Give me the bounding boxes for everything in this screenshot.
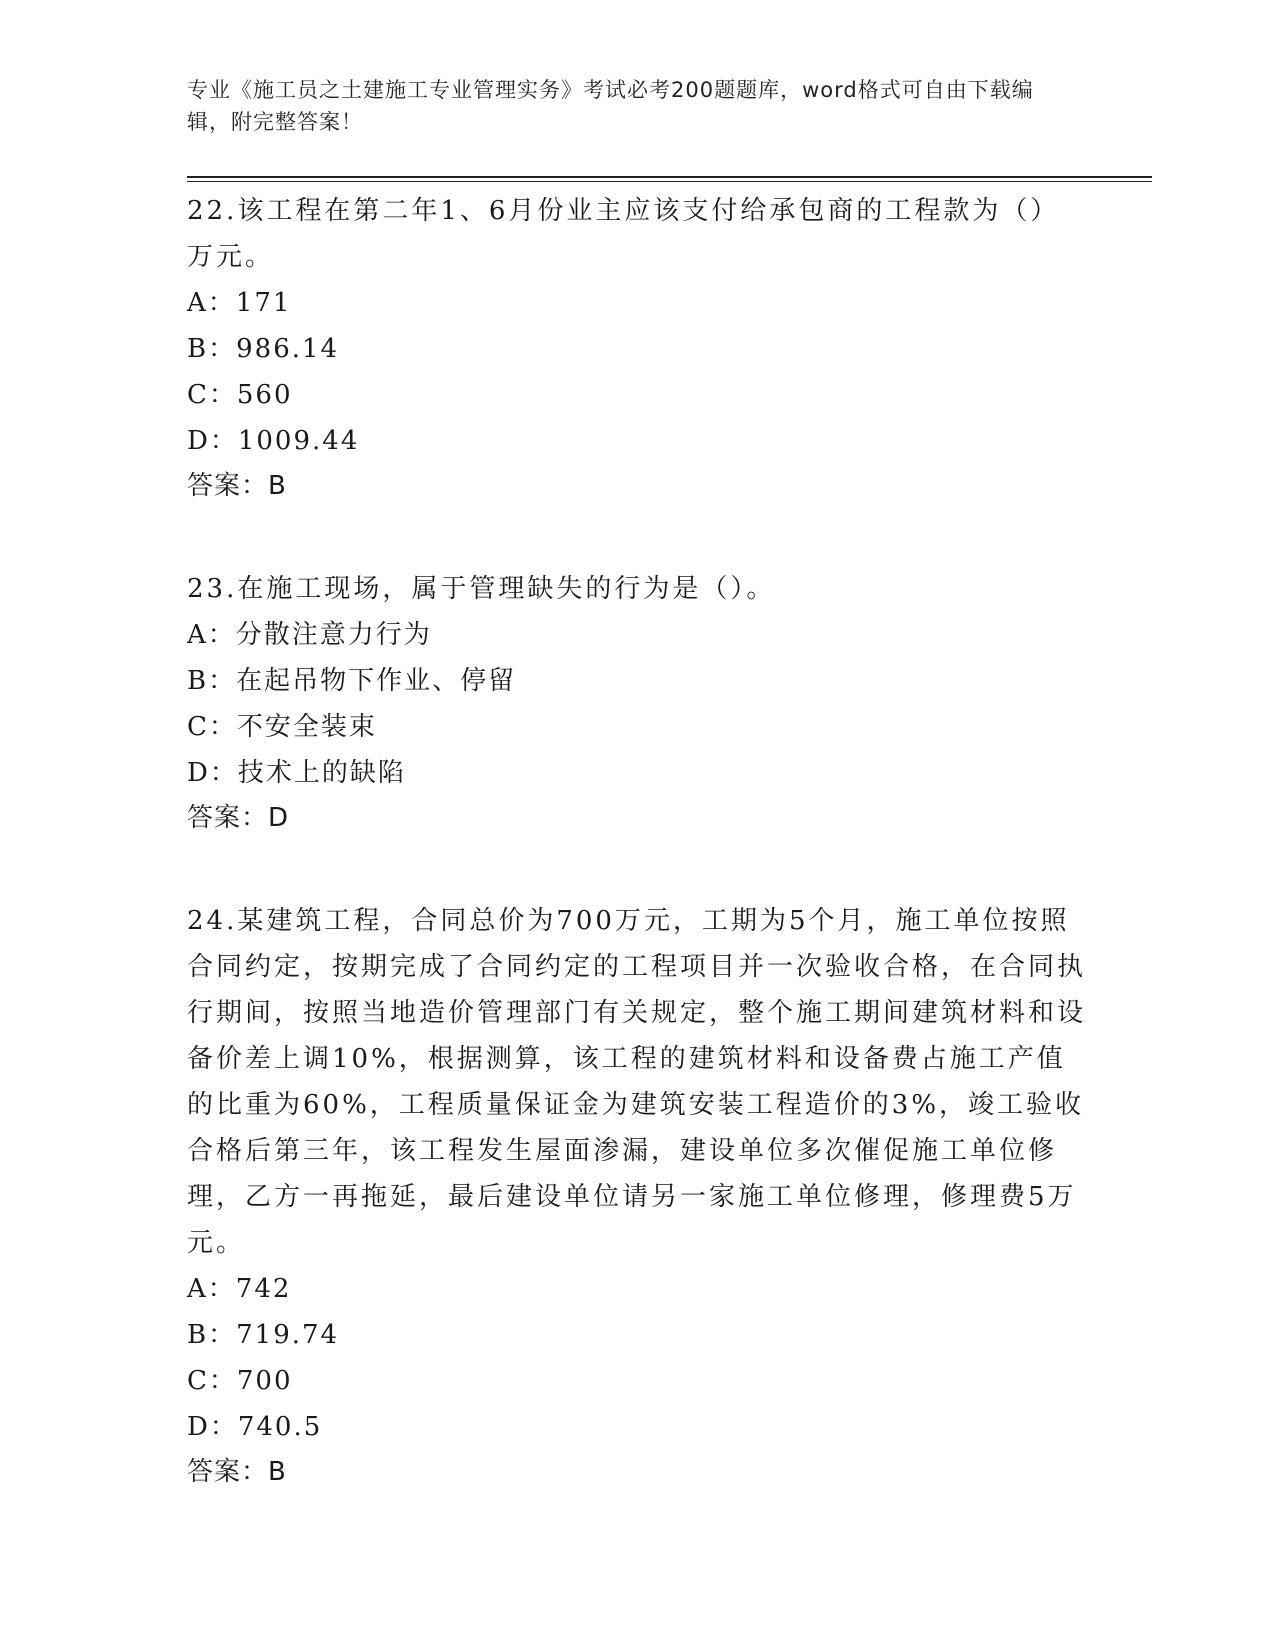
- option-a: A：分散注意力行为: [187, 620, 432, 650]
- answer-label: 答案：B: [187, 1457, 287, 1487]
- option-b: B：986.14: [187, 334, 340, 364]
- question-23: [187, 566, 1087, 840]
- option-a: A：742: [187, 1274, 292, 1304]
- question-list: [187, 188, 1087, 1494]
- question-24: [187, 898, 1087, 1494]
- question-22: [187, 188, 1087, 508]
- question-spacer: [187, 508, 1087, 566]
- option-b: B：719.74: [187, 1320, 340, 1350]
- question-spacer: [187, 840, 1087, 898]
- option-d: D：1009.44: [187, 426, 360, 456]
- header-divider: [187, 176, 1152, 178]
- option-a: A：171: [187, 288, 292, 318]
- question-text: 24.某建筑工程，合同总价为700万元，工期为5个月，施工单位按照合同约定，按期完成了合同约定的工程项目并一次验收合格，在合同执行期间，按照当地造价管理部门有关规定，整个施工期间建筑材料和设备价差上调10%，根据测算，该工程的建筑材料和设备费占施工产值的比重为60%，工程质量保证金为建筑安装工程造价的3%，竣工验收合格后第三年，该工程发生屋面渗漏，建设单位多次催促施工单位修理，乙方一再拖延，最后建设单位请另一家施工单位修理，修理费5万元。: [187, 906, 1087, 1258]
- option-b: B：在起吊物下作业、停留: [187, 666, 517, 696]
- option-d: D：740.5: [187, 1412, 323, 1442]
- header-divider-thin: [187, 181, 1152, 182]
- option-c: C：不安全装束: [187, 712, 377, 742]
- option-c: C：700: [187, 1366, 293, 1396]
- question-text: 23.在施工现场，属于管理缺失的行为是（）。: [187, 574, 776, 604]
- option-c: C：560: [187, 380, 293, 410]
- document-header: 专业《施工员之土建施工专业管理实务》考试必考200题题库，word格式可自由下载编辑，附完整答案！: [187, 78, 1034, 134]
- option-d: D：技术上的缺陷: [187, 758, 406, 788]
- question-text: 22.该工程在第二年1、6月份业主应该支付给承包商的工程款为（）万元。: [187, 196, 1060, 272]
- answer-label: 答案：D: [187, 803, 290, 833]
- answer-label: 答案：B: [187, 471, 287, 501]
